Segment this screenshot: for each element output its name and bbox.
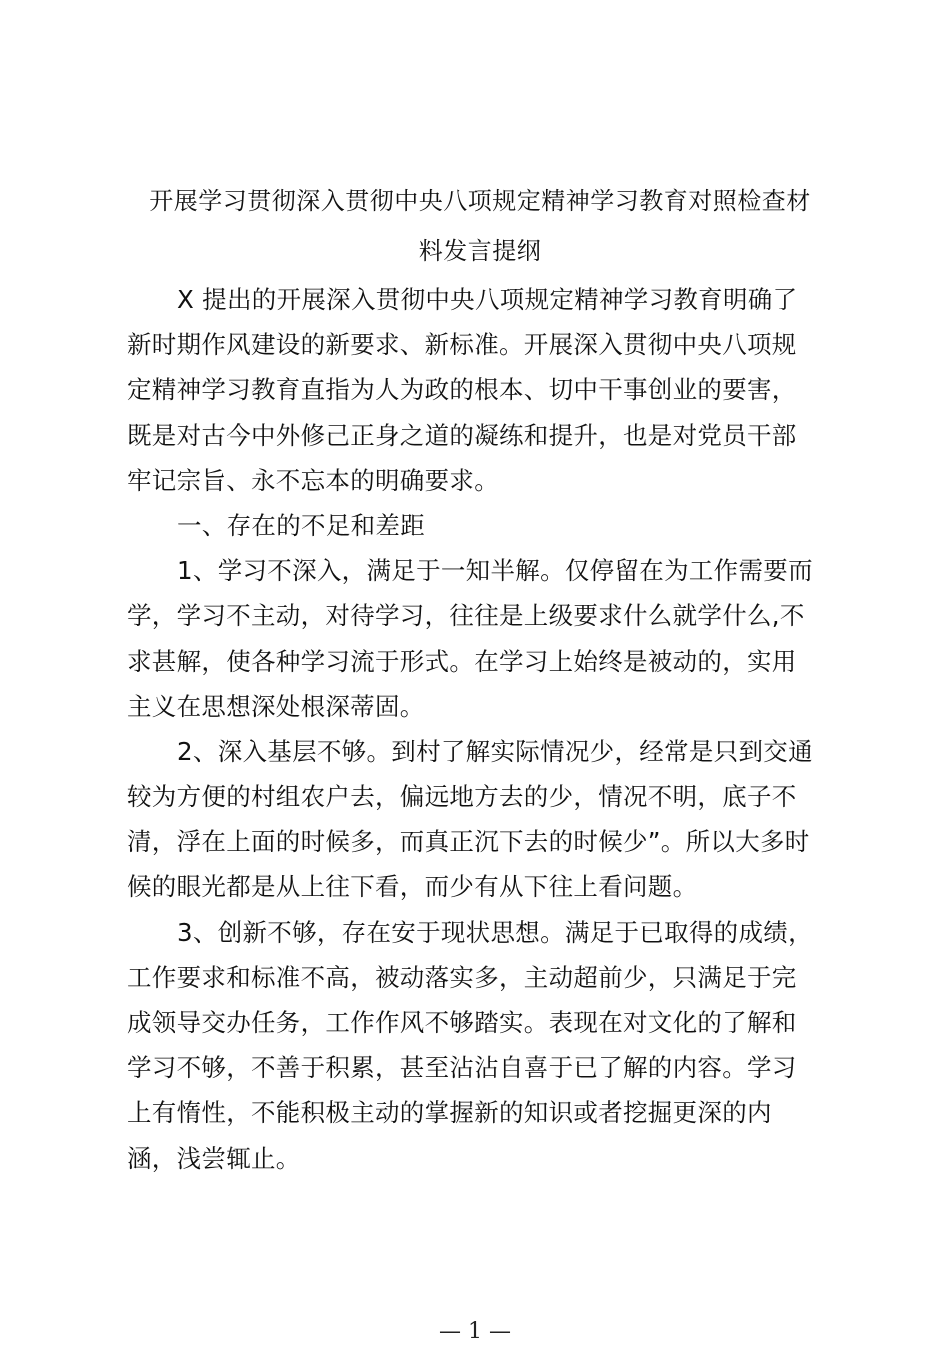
document-title-line-2: 料发言提纲 xyxy=(418,237,542,265)
paragraph-line: 清，浮在上面的时候多，而真正沉下去的时候少”。所以大多时 xyxy=(127,827,810,857)
paragraph-line: 上有惰性，不能积极主动的掌握新的知识或者挖掘更深的内 xyxy=(127,1098,772,1128)
document-title-line-1: 开展学习贯彻深入贯彻中央八项规定精神学习教育对照检查材 xyxy=(149,187,811,215)
paragraph-line: 工作要求和标准不高，被动落实多，主动超前少，只满足于完 xyxy=(127,962,797,992)
paragraph-line: 牢记宗旨、永不忘本的明确要求。 xyxy=(127,465,499,495)
paragraph-line: 候的眼光都是从上往下看，而少有从下往上看问题。 xyxy=(127,872,698,902)
paragraph-line: 求甚解，使各种学习流于形式。在学习上始终是被动的，实用 xyxy=(127,646,797,676)
paragraph-line: 涵，浅尝辄止。 xyxy=(127,1143,301,1173)
paragraph-line: 学习不够，不善于积累，甚至沾沾自喜于已了解的内容。学习 xyxy=(127,1053,797,1083)
paragraph-line: 定精神学习教育直指为人为政的根本、切中干事创业的要害， xyxy=(127,375,797,405)
paragraph-line: 新时期作风建设的新要求、新标准。开展深入贯彻中央八项规 xyxy=(127,330,797,360)
paragraph-line: 3、创新不够，存在安于现状思想。满足于已取得的成绩， xyxy=(177,917,813,947)
paragraph-line: 1、学习不深入，满足于一知半解。仅停留在为工作需要而 xyxy=(177,556,813,586)
paragraph-line: 主义在思想深处根深蒂固。 xyxy=(127,691,425,721)
page-number: — 1 — xyxy=(439,1319,511,1344)
paragraph-line: 既是对古今中外修己正身之道的凝练和提升，也是对党员干部 xyxy=(127,420,797,450)
paragraph-line: 2、深入基层不够。到村了解实际情况少，经常是只到交通 xyxy=(177,736,813,766)
paragraph-line: X 提出的开展深入贯彻中央八项规定精神学习教育明确了 xyxy=(177,285,798,314)
section-heading: 一、存在的不足和差距 xyxy=(177,510,425,540)
paragraph-line: 成领导交办任务，工作作风不够踏实。表现在对文化的了解和 xyxy=(127,1008,797,1037)
document-body xyxy=(127,277,837,1181)
paragraph-line: 学，学习不主动，对待学习，往往是上级要求什么就学什么,不 xyxy=(127,601,805,631)
paragraph-line: 较为方便的村组农户去，偏远地方去的少，情况不明，底子不 xyxy=(127,782,797,812)
